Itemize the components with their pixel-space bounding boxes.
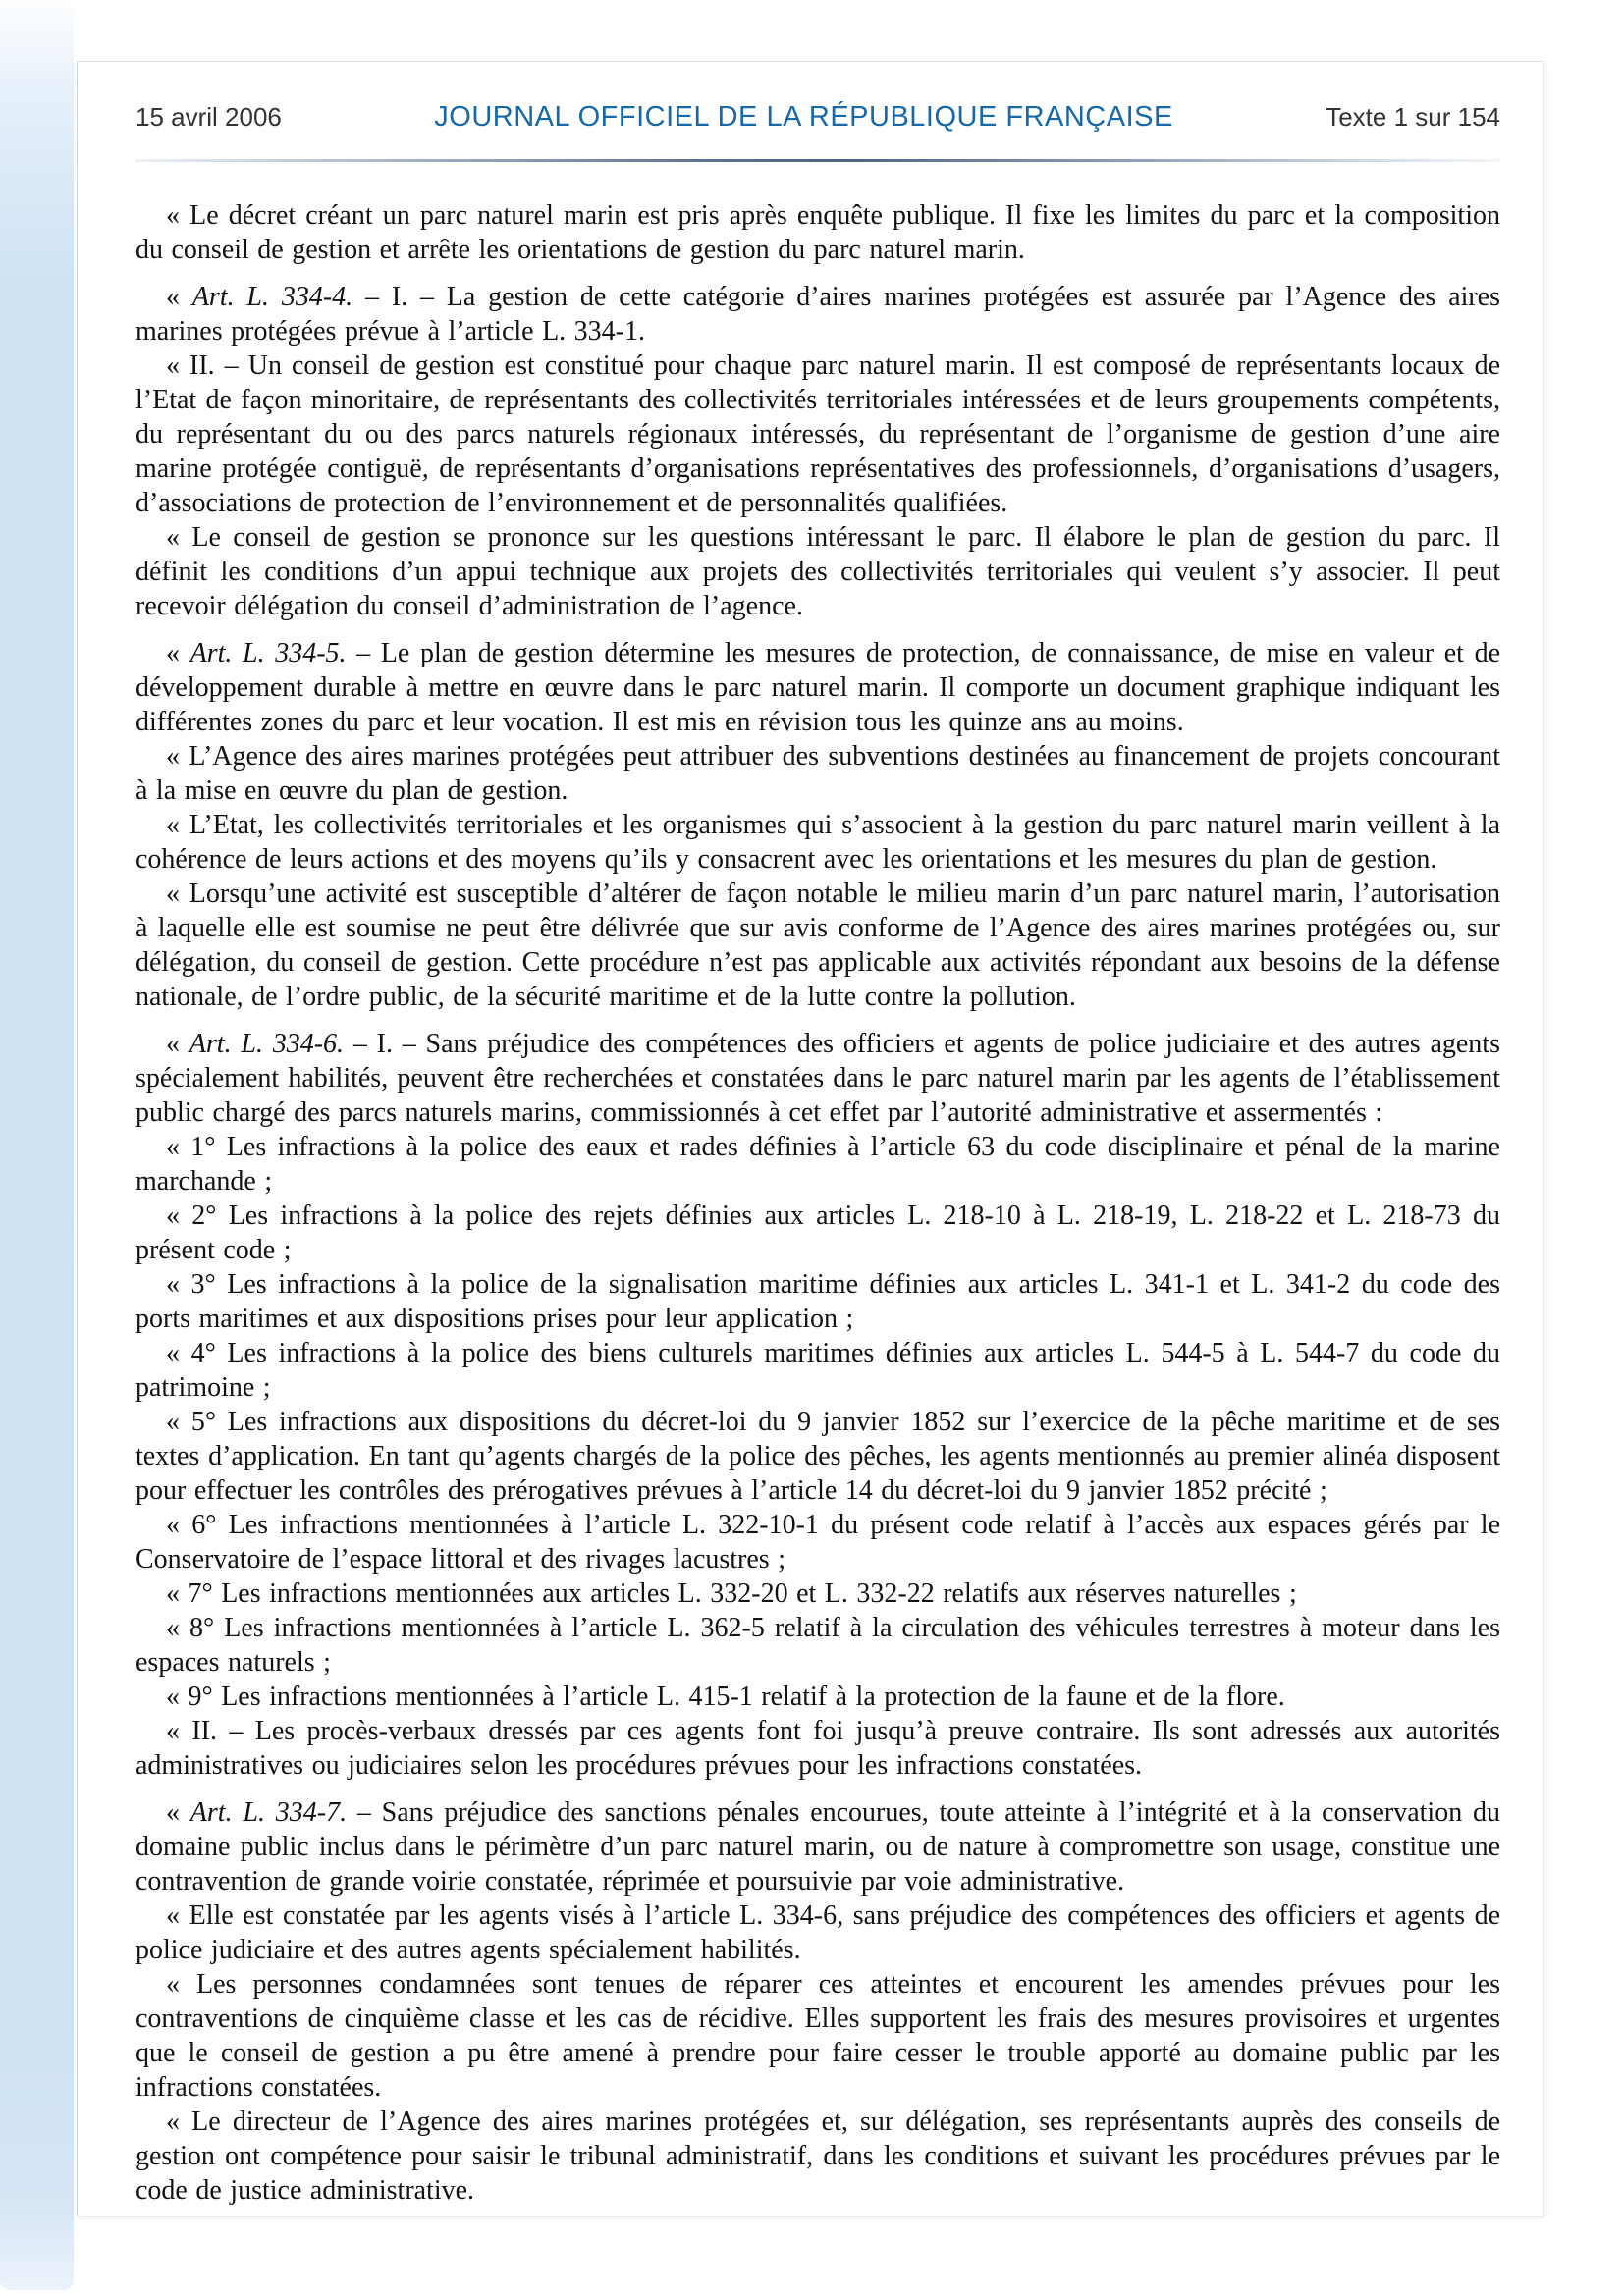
paragraph-text: – I. – Sans préjudice des compétences des officiers et agents de police judiciaire et des autres agents spécialement habilités, peuvent être recherchées et constatées dans le parc naturel marin par les agents de l’établissement public chargé des parcs naturels marins, commissionnés à cet effet par l’autorité administrative et assermentés :: [135, 1029, 1500, 1128]
opening-guillemet: «: [166, 350, 190, 381]
opening-guillemet: «: [166, 1613, 190, 1643]
paragraph: [135, 877, 1500, 1014]
paragraph-text: 9° Les infractions mentionnées à l’article L. 415-1 relatif à la protection de la faune et de la flore.: [188, 1682, 1285, 1712]
header-date: 15 avril 2006: [135, 102, 282, 132]
paragraph-text: 3° Les infractions à la police de la signalisation maritime définies aux articles L. 341-1 et L. 341-2 du code des ports maritimes et aux dispositions prises pour leur application ;: [135, 1269, 1501, 1334]
opening-guillemet: «: [166, 1716, 192, 1746]
opening-guillemet: «: [166, 1407, 191, 1437]
paragraph-text: Le décret créant un parc naturel marin est pris après enquête publique. Il fixe les limites du parc et la composition du conseil de gestion et arrête les orientations de gestion du parc naturel marin.: [135, 200, 1500, 265]
paragraph: [135, 1967, 1500, 2105]
opening-guillemet: «: [166, 1338, 191, 1368]
left-edge-gradient-strip: [0, 0, 74, 2290]
paragraph: [135, 1795, 1500, 1898]
paragraph: [135, 1680, 1500, 1714]
paragraph-text: Les personnes condamnées sont tenues de réparer ces atteintes et encourent les amendes prévues pour les contraventions de cinquième classe et les cas de récidive. Elles supportent les frais des mesures provisoires et urgentes que le conseil de gestion a pu être amené à prendre pour faire cesser le trouble apporté au domaine public par les infractions constatées.: [135, 1969, 1501, 2103]
opening-guillemet: «: [166, 2107, 192, 2137]
article-ref: Art. L. 334-4.: [191, 282, 353, 312]
paragraph: [135, 739, 1500, 808]
journal-title: JOURNAL OFFICIEL DE LA RÉPUBLIQUE FRANÇAISE: [434, 101, 1173, 133]
paragraph: [135, 1130, 1500, 1199]
paragraph-text: L’Etat, les collectivités territoriales et les organismes qui s’associent à la gestion du parc naturel marin veillent à la cohérence de leurs actions et des moyens qu’ils y consacrent avec les orientations et les mesures du plan de gestion.: [135, 810, 1500, 875]
paragraph: [135, 198, 1500, 267]
paragraph: [135, 520, 1500, 623]
opening-guillemet: «: [166, 638, 190, 668]
paragraph: [135, 1576, 1500, 1611]
paragraph: [135, 1898, 1500, 1967]
opening-guillemet: «: [166, 1578, 189, 1609]
paragraph-text: 5° Les infractions aux dispositions du décret-loi du 9 janvier 1852 sur l’exercice de la pêche maritime et de ses textes d’application. En tant qu’agents chargés de la police des pêches, les agents mentionnés au premier alinéa disposent pour effectuer les contrôles des prérogatives prévues à l’article 14 du décret-loi du 9 janvier 1852 précité ;: [135, 1407, 1501, 1506]
paragraph: [135, 1714, 1500, 1783]
paragraph: [135, 280, 1500, 348]
paragraph: [135, 1405, 1500, 1508]
paragraph-text: Le directeur de l’Agence des aires marines protégées et, sur délégation, ses représentants auprès des conseils de gestion ont compétence pour saisir le tribunal administratif, dans les conditions et suivant les procédures prévues par le code de justice administrative.: [135, 2107, 1501, 2206]
paragraph-text: 7° Les infractions mentionnées aux articles L. 332-20 et L. 332-22 relatifs aux réserves naturelles ;: [188, 1578, 1297, 1609]
opening-guillemet: «: [166, 741, 189, 772]
opening-guillemet: «: [166, 1132, 191, 1162]
paragraph-text: Elle est constatée par les agents visés à l’article L. 334-6, sans préjudice des compétences des officiers et agents de police judiciaire et des autres agents spécialement habilités.: [135, 1900, 1500, 1965]
opening-guillemet: «: [166, 1900, 189, 1931]
paragraph: [135, 1611, 1500, 1680]
opening-guillemet: «: [166, 1029, 189, 1059]
paragraph: [135, 1336, 1500, 1405]
opening-guillemet: «: [166, 1797, 190, 1828]
opening-guillemet: «: [166, 1201, 192, 1231]
paragraph-text: – I. – La gestion de cette catégorie d’aires marines protégées est assurée par l’Agence des aires marines protégées prévue à l’article L. 334-1.: [135, 282, 1500, 347]
paragraph-text: 4° Les infractions à la police des biens culturels maritimes définies aux articles L. 544-5 à L. 544-7 du code du patrimoine ;: [135, 1338, 1500, 1403]
texte-page-ref: Texte 1 sur 154: [1326, 102, 1500, 132]
article-ref: Art. L. 334-6.: [189, 1029, 345, 1059]
paragraph-text: Lorsqu’une activité est susceptible d’altérer de façon notable le milieu marin d’un parc naturel marin, l’autorisation à laquelle elle est soumise ne peut être délivrée que sur avis conforme de l’Agence des aires marines protégées ou, sur délégation, du conseil de gestion. Cette procédure n’est pas applicable aux activités répondant aux besoins de la défense nationale, de l’ordre public, de la sécurité maritime et de la lutte contre la pollution.: [135, 879, 1500, 1012]
article-ref: Art. L. 334-7.: [189, 1797, 348, 1828]
paragraph: [135, 348, 1500, 520]
opening-guillemet: «: [166, 1510, 192, 1540]
opening-guillemet: «: [166, 1969, 197, 2000]
paragraph: [135, 1199, 1500, 1267]
body-text: [135, 198, 1500, 2208]
opening-guillemet: «: [166, 200, 190, 231]
paragraph: [135, 2105, 1500, 2208]
paragraph-text: 6° Les infractions mentionnées à l’article L. 322-10-1 du présent code relatif à l’accès aux espaces gérés par le Conservatoire de l’espace littoral et des rivages lacustres ;: [135, 1510, 1500, 1575]
paragraph-text: 8° Les infractions mentionnées à l’article L. 362-5 relatif à la circulation des véhicules terrestres à moteur dans les espaces naturels ;: [135, 1613, 1501, 1678]
paragraph: [135, 1267, 1500, 1336]
page-header: [135, 101, 1500, 133]
opening-guillemet: «: [166, 1269, 191, 1300]
paragraph-text: – Sans préjudice des sanctions pénales encourues, toute atteinte à l’intégrité et à la conservation du domaine public inclus dans le périmètre d’un parc naturel marin, ou de nature à compromettre son usage, constitue une contravention de grande voirie constatée, réprimée et poursuivie par voie administrative.: [135, 1797, 1500, 1896]
opening-guillemet: «: [166, 810, 189, 840]
paragraph: [135, 636, 1500, 739]
document-page: [77, 61, 1543, 2216]
paragraph-text: II. – Les procès-verbaux dressés par ces agents font foi jusqu’à preuve contraire. Ils sont adressés aux autorités administratives ou judiciaires selon les procédures prévues pour les infractions constatées.: [135, 1716, 1501, 1781]
paragraph: [135, 1508, 1500, 1576]
paragraph: [135, 1027, 1500, 1130]
paragraph-text: 2° Les infractions à la police des rejets définies aux articles L. 218-10 à L. 218-19, L. 218-22 et L. 218-73 du présent code ;: [135, 1201, 1501, 1265]
paragraph-text: 1° Les infractions à la police des eaux et rades définies à l’article 63 du code disciplinaire et pénal de la marine marchande ;: [135, 1132, 1500, 1197]
paragraph-text: – Le plan de gestion détermine les mesures de protection, de connaissance, de mise en valeur et de développement durable à mettre en œuvre dans le parc naturel marin. Il comporte un document graphique indiquant les différentes zones du parc et leur vocation. Il est mis en révision tous les quinze ans au moins.: [135, 638, 1500, 737]
paragraph-text: Le conseil de gestion se prononce sur les questions intéressant le parc. Il élabore le plan de gestion du parc. Il définit les conditions d’un appui technique aux projets des collectivités territoriales qui veulent s’y associer. Il peut recevoir délégation du conseil d’administration de l’agence.: [135, 522, 1501, 621]
opening-guillemet: «: [166, 879, 189, 909]
paragraph-text: L’Agence des aires marines protégées peut attribuer des subventions destinées au financement de projets concourant à la mise en œuvre du plan de gestion.: [135, 741, 1501, 806]
header-divider-rule: [135, 159, 1500, 162]
article-ref: Art. L. 334-5.: [189, 638, 347, 668]
opening-guillemet: «: [166, 522, 192, 553]
opening-guillemet: «: [166, 1682, 189, 1712]
paragraph-text: II. – Un conseil de gestion est constitué pour chaque parc naturel marin. Il est composé de représentants locaux de l’Etat de façon minoritaire, de représentants des collectivités territoriales intéressées et de leurs groupements compétents, du représentant du ou des parcs naturels régionaux intéressés, du représentant de l’organisme de gestion d’une aire marine protégée contiguë, de représentants d’organisations représentatives des professionnels, d’organisations d’usagers, d’associations de protection de l’environnement et de personnalités qualifiées.: [135, 350, 1500, 518]
paragraph: [135, 808, 1500, 877]
opening-guillemet: «: [166, 282, 192, 312]
